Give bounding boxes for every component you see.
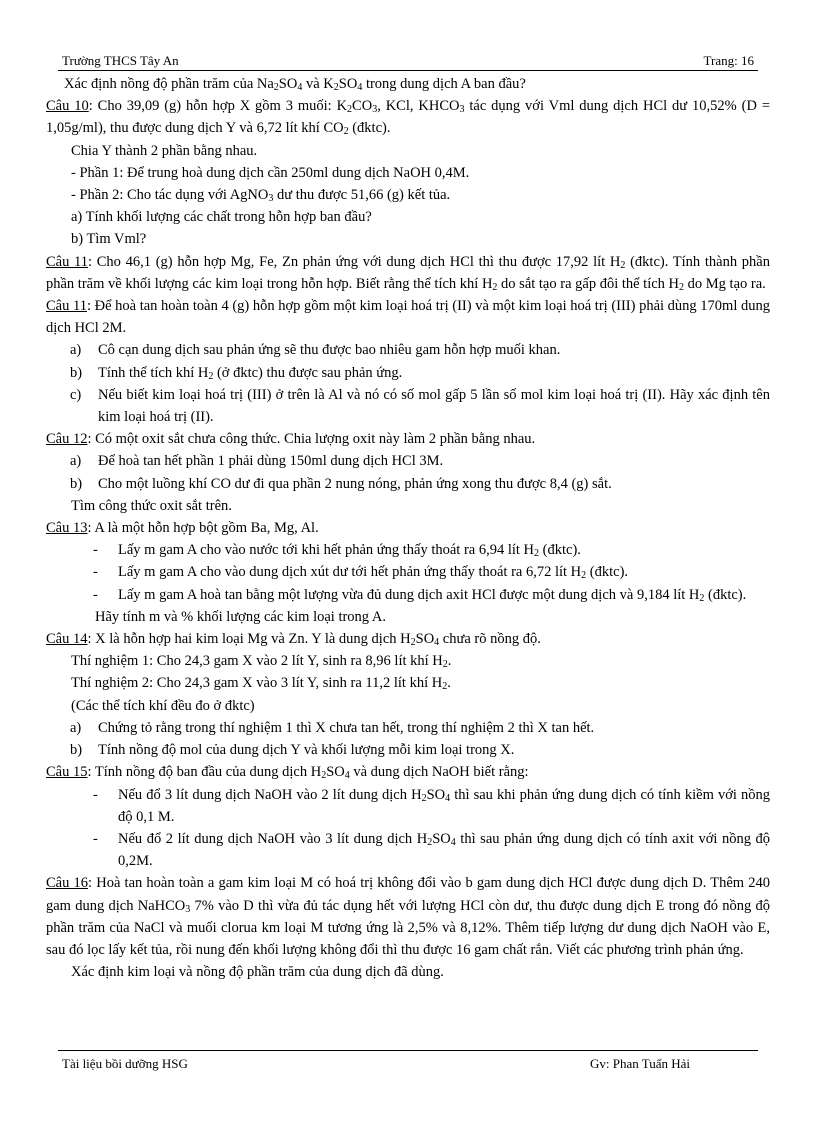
question-15	[46, 761, 770, 783]
dash-marker: -	[93, 786, 98, 803]
list-marker: b)	[70, 742, 83, 759]
question-text: : X là hỗn hợp hai kim loại Mg và Zn. Y là dung dịch $H_2SO_4$ chưa rõ nồng độ.	[87, 631, 541, 649]
dash-item	[46, 584, 770, 606]
list-item	[46, 739, 770, 761]
list-text: Cho một luồng khí CO dư đi qua phần 2 nung nóng, phản ứng xong thu được 8,4 (g) sắt.	[98, 475, 612, 492]
page-number: Trang: 16	[703, 53, 754, 68]
dash-item	[46, 784, 770, 828]
list-marker: c)	[70, 386, 82, 403]
list-item	[46, 384, 770, 428]
text-line: (Các thể tích khí đều đo ở đktc)	[71, 697, 255, 714]
question-11	[46, 251, 770, 295]
question-10	[46, 95, 770, 139]
list-marker: a)	[70, 719, 82, 736]
question-label: Câu 15	[46, 764, 88, 781]
question-text: : Có một oxit sắt chưa công thức. Chia lượng oxit này làm 2 phần bằng nhau.	[87, 431, 536, 448]
dash-marker: -	[93, 542, 98, 559]
list-text: Nếu đổ 3 lít dung dịch NaOH vào 2 lít dung dịch $H_2SO_4$ thì sau khi phản ứng dung dịch có tính kiềm với nồng độ 0,1 M.	[118, 786, 771, 825]
list-item	[46, 450, 770, 472]
text-line: Xác định kim loại và nồng độ phần trăm của dung dịch đã dùng.	[71, 964, 444, 981]
list-item	[46, 717, 770, 739]
list-marker: b)	[70, 475, 83, 492]
question-text: : Cho 39,09 (g) hỗn hợp X gồm 3 muối: $K_2CO_3$, KCl, $KHCO_3$ tác dụng với Vml dung dịch HCl dư 10,52% (D = 1,05g/ml), thu được dung dịch Y và 6,72 lít khí $CO_2$ (đktc).	[46, 98, 770, 138]
text-line: - Phần 2: Cho tác dụng với AgNO$_3$ dư thu được 51,66 (g) kết tủa.	[71, 187, 451, 205]
text-line: Xác định nồng độ phần trăm của $Na_2SO_4$ và $K_2SO_4$ trong dung dịch A ban đầu?	[64, 76, 526, 93]
document-body	[46, 73, 770, 983]
list-item	[46, 362, 770, 384]
dash-item	[46, 561, 770, 583]
list-text: Lấy m gam A cho vào nước tới khi hết phản ứng thấy thoát ra 6,94 lít $H_2$ (đktc).	[118, 542, 581, 560]
list-text: Lấy m gam A cho vào dung dịch xút dư tới hết phản ứng thấy thoát ra 6,72 lít $H_2$ (đktc).	[118, 564, 629, 582]
list-text: Tính nồng độ mol của dung dịch Y và khối lượng mỗi kim loại trong X.	[98, 742, 515, 759]
page-header	[58, 52, 758, 71]
question-label: Câu 10	[46, 98, 89, 115]
question-text: : Cho 46,1 (g) hỗn hợp Mg, Fe, Zn phản ứng với dung dịch HCl thì thu được 17,92 lít $H_2$ (đktc). Tính thành phần phần trăm về khối lượng các kim loại trong hỗn hợp. Biết rằng thể tích khí $H_2$ do sắt tạo ra gấp đôi thể tích $H_2$ do Mg tạo ra.	[46, 253, 770, 293]
list-marker: b)	[70, 364, 83, 381]
question-label: Câu 14	[46, 631, 88, 648]
text-line: Thí nghiệm 1: Cho 24,3 gam X vào 2 lít Y, sinh ra 8,96 lít khí $H_2$.	[71, 653, 452, 671]
list-marker: a)	[70, 342, 82, 359]
question-11b	[46, 295, 770, 339]
question-text: : A là một hỗn hợp bột gồm Ba, Mg, Al.	[87, 520, 319, 537]
list-text: Để hoà tan hết phần 1 phải dùng 150ml dung dịch HCl 3M.	[98, 453, 444, 470]
list-text: Lấy m gam A hoà tan bằng một lượng vừa đủ dung dịch axit HCl được một dung dịch và 9,184 lít $H_2$ (đktc).	[118, 586, 747, 604]
dash-item	[46, 539, 770, 561]
footer-author: Gv: Phan Tuấn Hải	[590, 1056, 691, 1071]
question-text: : Để hoà tan hoàn toàn 4 (g) hỗn hợp gồm một kim loại hoá trị (II) và một kim loại hoá trị (III) phải dùng 170ml dung dịch HCl 2M.	[46, 298, 770, 337]
list-item	[46, 339, 770, 361]
text-line: - Phần 1: Để trung hoà dung dịch cần 250ml dung dịch NaOH 0,4M.	[71, 164, 470, 181]
question-13	[46, 517, 770, 539]
text-line: Tìm công thức oxit sắt trên.	[71, 497, 232, 514]
question-label: Câu 12	[46, 431, 88, 448]
list-marker: a)	[70, 453, 82, 470]
question-16	[46, 872, 770, 961]
dash-marker: -	[93, 830, 98, 847]
text-line: b) Tìm Vml?	[71, 231, 147, 248]
list-text: Cô cạn dung dịch sau phản ứng sẽ thu được bao nhiêu gam hỗn hợp muối khan.	[98, 342, 561, 359]
page-footer	[58, 1050, 758, 1073]
dash-marker: -	[93, 586, 98, 603]
list-item	[46, 473, 770, 495]
question-label: Câu 11	[46, 298, 87, 315]
text-line: Hãy tính m và % khối lượng các kim loại trong A.	[95, 608, 386, 625]
question-label: Câu 16	[46, 875, 89, 892]
list-text: Nếu đổ 2 lít dung dịch NaOH vào 3 lít dung dịch $H_2SO_4$ thì sau phản ứng dung dịch có tính axit với nồng độ 0,2M.	[118, 830, 771, 870]
text-line: a) Tính khối lượng các chất trong hỗn hợp ban đầu?	[71, 209, 372, 226]
text-line: Thí nghiệm 2: Cho 24,3 gam X vào 3 lít Y, sinh ra 11,2 lít khí $H_2$.	[71, 675, 451, 693]
footer-left: Tài liệu bồi dưỡng HSG	[62, 1056, 188, 1071]
question-text: : Tính nồng độ ban đầu của dung dịch $H_2SO_4$ và dung dịch NaOH biết rằng:	[87, 764, 529, 782]
dash-item	[46, 828, 770, 872]
text-line: Chia Y thành 2 phần bằng nhau.	[71, 142, 258, 159]
dash-marker: -	[93, 564, 98, 581]
question-14	[46, 628, 770, 650]
list-text: Nếu biết kim loại hoá trị (III) ở trên là Al và nó có số mol gấp 5 lần số mol kim loại hoá trị (II). Hãy xác định tên kim loại hoá trị (II).	[98, 386, 770, 426]
question-12	[46, 428, 770, 450]
list-text: Chứng tỏ rằng trong thí nghiệm 1 thì X chưa tan hết, trong thí nghiệm 2 thì X tan hết.	[98, 719, 595, 736]
school-name: Trường THCS Tây An	[62, 53, 179, 68]
question-label: Câu 11	[46, 253, 89, 270]
list-text: Tính thể tích khí $H_2$ (ở đktc) thu được sau phản ứng.	[98, 364, 403, 382]
question-text: : Hoà tan hoàn toàn a gam kim loại M có hoá trị không đổi vào b gam dung dịch HCl được dung dịch D. Thêm 240 gam dung dịch NaHCO$_3$ 7% vào D thì vừa đủ tác dụng hết với lượng HCl còn dư, thu được dung dịch E trong đó nồng độ phần trăm của NaCl và muối clorua km loại M tương ứng là 2,5% và 8,12%. Thêm tiếp lượng dư dung dịch NaOH vào E, sau đó lọc lấy kết tủa, rồi nung đến khối lượng không đổi thì thu được 16 gam chất rắn. Viết các phương trình phản ứng.	[46, 875, 771, 958]
question-label: Câu 13	[46, 520, 88, 537]
